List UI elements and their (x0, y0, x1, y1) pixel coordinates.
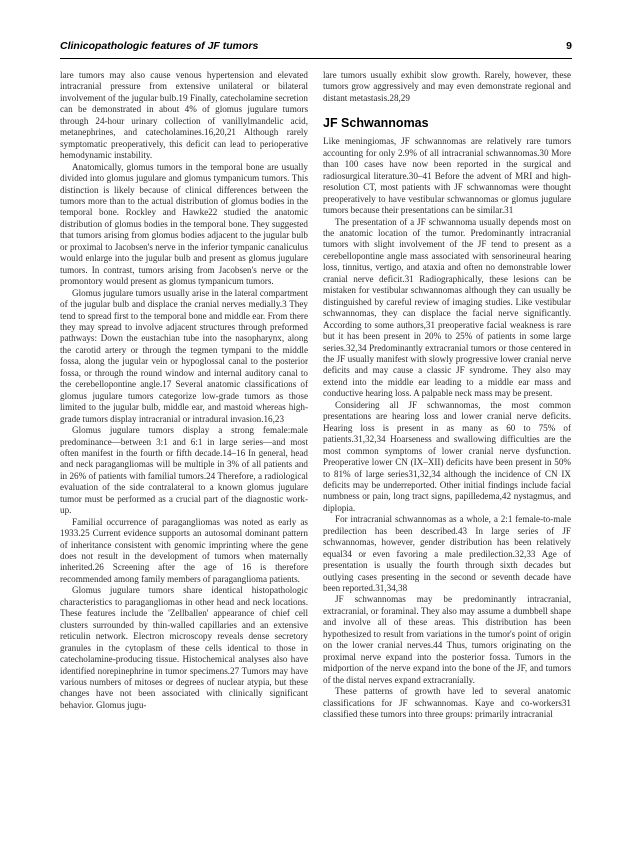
body-paragraph: Familial occurrence of paragangliomas was noted as early as 1933.25 Current evidence supports an autosomal dominant pattern of inheritance consistent with genomic imprinting where the gene does not result in the development of tumors when maternally inherited.26 Screening after the age of 16 is therefore recommended among family members of paraganglioma patients. (60, 516, 308, 584)
body-paragraph: Glomus jugulare tumors share identical histopathologic characteristics to paragangliomas in other head and neck locations. These features include the 'Zellballen' appearance of chief cell clusters surrounded by thin-walled capillaries and an extensive reticulin network. Electron microscopy reveals dense secretory granules in the cytoplasm of these cells identical to those in catecholamine-producing tissue. Histochemical analyses also have identified norepinephrine in tumor specimens.27 Tumors may have various numbers of mitoses or degrees of nuclear atypia, but these changes have not been associated with clinically significant behavior. Glomus jugu- (60, 585, 308, 710)
running-header (60, 36, 572, 59)
body-paragraph: The presentation of a JF schwannoma usually depends most on the anatomic location of the tumor. Predominantly intracranial tumors with slight involvement of the JF tend to present as a cerebellopontine angle mass associated with sensorineural hearing loss, tinnitus, vertigo, and ataxia and often no demonstrable lower cranial nerve deficit.31 Radiographically, these lesions can be mistaken for vestibular schwannomas although they can usually be distinguished by careful review of imaging studies. Like vestibular schwannomas, they can displace the facial nerve significantly. According to some authors,31 preoperative facial weakness is rare but it has been present in 20% to 25% of patients in some large series.32,34 Predominantly extracranial tumors or those centered in the JF usually manifest with slowly progressive lower cranial nerve deficits and may cause a classic JF syndrome. They also may extend into the middle ear leading to a middle ear mass and conductive hearing loss. A palpable neck mass may be present. (323, 216, 571, 399)
running-title: Clinicopathologic features of JF tumors (60, 40, 259, 52)
page-number: 9 (566, 40, 572, 52)
body-paragraph: lare tumors usually exhibit slow growth. Rarely, however, these tumors grow aggressively and may even demonstrate regional and distant metastasis.28,29 (323, 70, 571, 103)
body-paragraph: Considering all JF schwannomas, the most common presentations are hearing loss and lower cranial nerve deficits. Hearing loss is present in as many as 60 to 75% of patients.31,32,34 Hoarseness and swallowing difficulties are the most common symptoms of lower cranial nerve dysfunction. Preoperative lower CN (IX–XII) deficits have been present in 50% to 81% of large series31,32,34 although the incidence of CN IX deficits may be underreported. Other initial findings include facial numbness or pain, long tract signs, papilledema,42 nystagmus, and diplopia. (323, 399, 571, 513)
body-paragraph: For intracranial schwannomas as a whole, a 2:1 female-to-male predilection has been described.43 In large series of JF schwannomas, however, gender distribution has been relatively equal34 or even favoring a male predilection.32,33 Age of presentation is usually the fourth through sixth decades but outlying cases presenting in the second or seventh decade have been reported.31,34,38 (323, 514, 571, 594)
body-paragraph: Like meningiomas, JF schwannomas are relatively rare tumors accounting for only 2.9% of all intracranial schwannomas.30 More than 100 cases have now been reported in the surgical and radiosurgical literature.30–41 Before the advent of MRI and high-resolution CT, most patients with JF schwannomas were thought preoperatively to have vestibular schwannomas or glomus jugulare tumors because their presentations can be similar.31 (323, 136, 571, 216)
body-paragraph: Anatomically, glomus tumors in the temporal bone are usually divided into glomus jugulare and glomus tympanicum tumors. This distinction is likely because of clinical differences between the tumors more than to the actual distribution of glomus bodies in the temporal bone. Rockley and Hawke22 studied the anatomic distribution of glomus bodies in the temporal bone. They suggested that tumors arising from glomus bodies adjacent to the jugular bulb or proximal to Jacobsen's nerve in the inferior tympanic canaliculus would enlarge into the jugular bulb and present as glomus jugulare tumors. In contrast, tumors arising from Jacobsen's nerve or the promontory would present as glomus tympanicum tumors. (60, 161, 308, 287)
left-column (60, 70, 308, 711)
right-column (323, 70, 571, 720)
body-paragraph: JF schwannomas may be predominantly intracranial, extracranial, or foraminal. They also may assume a dumbbell shape and involve all of these areas. This distribution has been hypothesized to result from variations in the tumor's point of origin on the lower cranial nerves.44 Thus, tumors originating on the proximal nerve expand into the posterior fossa. Tumors in the midportion of the nerve expand into the bone of the JF, and tumors of the distal nerves expand extracranially. (323, 594, 571, 685)
body-paragraph: Glomus jugulare tumors usually arise in the lateral compartment of the jugular bulb and displace the cranial nerves medially.3 They tend to spread first to the temporal bone and middle ear. From there they may spread to involve adjacent structures through preformed pathways: Down the eustachian tube into the nasopharynx, along the carotid artery or through the tegmen tympani to the middle fossa, along the jugular vein or hypoglossal canal to the posterior fossa, or through the round window and internal auditory canal to the cerebellopontine angle.17 Several anatomic classifications of glomus jugulare tumors categorize low-grade tumors as those limited to the jugular bulb, middle ear, and mastoid whereas high-grade tumors display intracranial or intradural invasion.16,23 (60, 287, 308, 424)
section-heading: JF Schwannomas (323, 116, 429, 131)
body-paragraph: Glomus jugulare tumors display a strong female:male predominance—between 3:1 and 6:1 in large series—and most often manifest in the fourth or fifth decade.14–16 In general, head and neck paragangliomas will be multiple in 3% of all patients and in 26% of patients with familial tumors.24 Therefore, a radiological evaluation of the side contralateral to a known glomus jugulare tumor must be performed as a crucial part of the diagnostic work-up. (60, 425, 308, 516)
body-paragraph: lare tumors may also cause venous hypertension and elevated intracranial pressure from extensive unilateral or bilateral involvement of the jugular bulb.19 Finally, catecholamine secretion can be demonstrated in about 4% of glomus jugulare tumors through 24-hour urinary collection of vanillylmandelic acid, metanephrines, and catecholamines.16,20,21 Although rarely symptomatic preoperatively, this deficit can lead to perioperative hemodynamic instability. (60, 70, 308, 161)
body-paragraph: These patterns of growth have led to several anatomic classifications for JF schwannomas. Kaye and co-workers31 classified these tumors into three groups: primarily intracranial (323, 686, 571, 720)
